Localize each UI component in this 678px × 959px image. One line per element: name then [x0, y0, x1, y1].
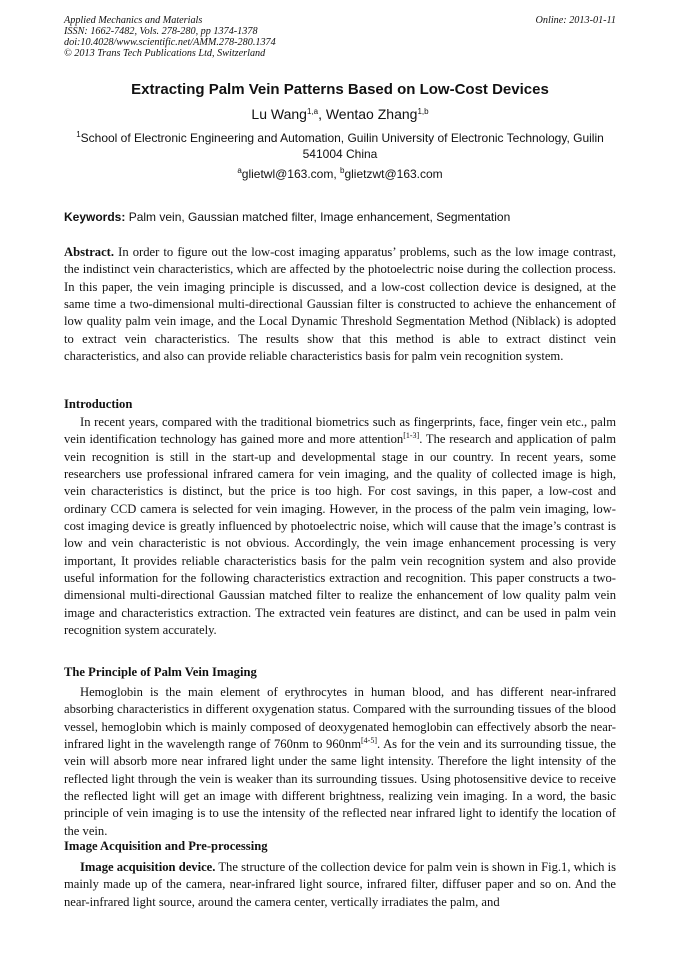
- keywords: [64, 209, 616, 225]
- paragraph-text: In recent years, compared with the traditional biometrics such as fingerprints, face, finger vein etc., palm vein identification technology has gained more and more attention: [64, 415, 616, 447]
- abstract-label: Abstract.: [64, 245, 115, 259]
- paragraph-text: . The research and application of palm vein recognition is still in the start-up and developmental stage in our country. In recent years, some researchers use professional infrared camera for vein imaging, and the quality of collected image is high, vein characteristics is distinct, but the price is too high. For cost savings, in this paper, a low-cost and ordinary CCD camera is selected for vein imaging. However, in the process of the palm vein imaging, low-cost imaging device is greatly influenced by photoelectric noise, which will cause that the image’s contrast is low and vein characteristic is not obvious. Accordingly, the vein image enhancement processing is very important, It provides reliable characteristics basis for the palm vein recognition system and also provide useful information for the following characteristics extraction and recognition. This paper constructs a two-dimensional multi-directional Gaussian matched filter to realize the enhancement of low quality palm vein image and characteristics extraction. The extracted vein features are distinct, and can be used in palm vein recognition system accurately.: [64, 432, 616, 638]
- journal-issn: ISSN: 1662-7482, Vols. 278-280, pp 1374-1378: [64, 26, 258, 37]
- section-heading-principle: The Principle of Palm Vein Imaging: [64, 665, 257, 679]
- subsection-label: Image acquisition device.: [80, 860, 216, 874]
- introduction-paragraph: [64, 414, 616, 639]
- journal-copyright: © 2013 Trans Tech Publications Ltd, Switzerland: [64, 48, 266, 59]
- affiliation-text: School of Electronic Engineering and Automation, Guilin University of Electronic Technology, Guilin 541004 China: [80, 131, 604, 161]
- keywords-label: Keywords:: [64, 210, 126, 224]
- journal-doi[interactable]: doi:10.4028/www.scientific.net/AMM.278-280.1374: [64, 37, 276, 48]
- author-name: Wentao Zhang: [325, 106, 418, 122]
- citation-ref[interactable]: [4-5]: [361, 736, 378, 746]
- author-affiliation-mark: 1,a: [306, 107, 319, 116]
- online-date: Online: 2013-01-11: [535, 15, 616, 26]
- email-mark: b: [340, 166, 345, 175]
- paragraph-text: Hemoglobin is the main element of erythrocytes in human blood, and has different near-infrared absorbing characteristics in different oxygenation status. Compared with the surrounding tissues of the blood vessel, hemoglobin which is mainly composed of deoxygenated hemoglobin can effectively absorb the near-infrared light in the wavelength range of 760nm to 960nm: [64, 685, 616, 752]
- citation-ref[interactable]: [1-3]: [403, 431, 420, 441]
- author-affiliation-mark: 1,b: [417, 107, 429, 116]
- paragraph-text: . As for the vein and its surrounding tissue, the vein will absorb more near infrared light under the same light intensity. Therefore the light intensity of the reflected light through the vein is weaker than its surrounding tissues. Using photosensitive device to receive the reflected light will get an image with different brightness, realizing vein imaging. In a word, the basic principle of vein imaging is to use the intensity of the reflected near infrared light to identify the location of the vein.: [64, 737, 616, 838]
- abstract-text: In order to figure out the low-cost imaging apparatus’ problems, such as the low image contrast, the indistinct vein characteristics, which are affected by the photoelectric noise during the collection process. In this paper, the vein imaging principle is discussed, and a low-cost collection device is designed, at the same time a two-dimensional multi-directional Gaussian filter is constructed to achieve the enhancement of low quality palm vein image, and the Local Dynamic Threshold Segmentation Method (Niblack) is adopted to extract vein characteristics. The results show that this method is able to extract distinct vein characteristics, and also can provide reliable characteristics basis for palm vein recognition system.: [64, 245, 616, 364]
- author-name: Lu Wang: [251, 106, 307, 122]
- keywords-text: Palm vein, Gaussian matched filter, Image enhancement, Segmentation: [125, 210, 511, 224]
- author-emails: [64, 166, 616, 182]
- abstract-paragraph: [64, 244, 616, 365]
- affiliation: [64, 130, 616, 162]
- email-mark: a: [237, 166, 242, 175]
- paper-title: Extracting Palm Vein Patterns Based on Low-Cost Devices: [131, 81, 549, 98]
- affiliation-mark: 1: [76, 130, 81, 139]
- paragraph-text: The structure of the collection device for palm vein is shown in Fig.1, which is mainly made up of the camera, near-infrared light source, infrared filter, diffuser paper and so on. And the near-infrared light source, around the camera center, vertically irradiates the palm, and: [64, 860, 616, 909]
- author-separator: ,: [318, 106, 326, 122]
- principle-paragraph: [64, 684, 616, 840]
- email-link[interactable]: glietzwt@163.com: [344, 167, 443, 181]
- author-list: [64, 104, 616, 124]
- section-heading-acquisition: Image Acquisition and Pre-processing: [64, 839, 268, 853]
- acquisition-paragraph: [64, 859, 616, 911]
- journal-header: [64, 15, 616, 59]
- section-heading-introduction: Introduction: [64, 397, 133, 411]
- journal-name: Applied Mechanics and Materials: [64, 15, 203, 26]
- email-link[interactable]: glietwl@163.com,: [241, 167, 340, 181]
